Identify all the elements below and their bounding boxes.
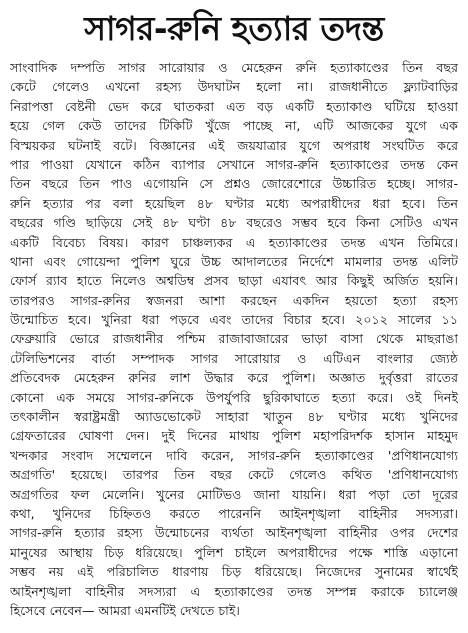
- body-line: সাংবাদিক দম্পতি সাগর সারোয়ার ও মেহেরুন রুনি হত্যাকাণ্ডের তিন বছর: [10, 60, 458, 75]
- body-line: প্রতিবেদক মেহেরুন রুনির লাশ উদ্ধার করে পুলিশ। অজ্ঞাত দুর্বৃত্তরা রাতের: [10, 370, 458, 386]
- body-line: সম্ভব নয় এই পরিচালিত ধারণায় চিড় ধরিয়েছে। নিজেদের সুনামের স্বার্থেই: [10, 564, 458, 580]
- body-line: বিস্ময়কর ঘটনাই বটে। বিজ্ঞানের এই জয়যাত্রার যুগে অপরাধ সংঘটিত করে: [10, 137, 458, 153]
- body-line: ফোর্স র‌্যাব হাতে নিলেও অশ্বডিম্ব প্রসব ছাড়া এযাবৎ আর কিছুই অর্জিত হয়নি।: [10, 273, 458, 289]
- body-line: সাগর-রুনি হত্যার রহস্য উন্মোচনের ব্যর্থতা আইনশৃঙ্খলা বাহিনীর ওপর দেশের: [10, 525, 458, 541]
- body-line: গ্রেফতারের ঘোষণা দেন। দুই দিনের মাথায় পুলিশ মহাপরিদর্শক হাসান মাহমুদ: [10, 428, 458, 444]
- body-line: মানুষের আস্থায় চিড় ধরিয়েছে। পুলিশ চাইলে অপরাধীদের পক্ষে শাস্তি এড়ানো: [10, 544, 458, 560]
- body-line: অগ্রগতির ফল মেলেনি। খুনের মোটিভও জানা যায়নি। ধরা পড়া তো দূরের: [10, 486, 458, 502]
- body-line: টেলিভিশনের বার্তা সম্পাদক সাগর সারোয়ার ও এটিএন বাংলার জ্যেষ্ঠ: [10, 350, 458, 366]
- body-line: কেটে গেলেও এখনো রহস্য উদঘাটন হলো না। রাজধানীতে ফ্ল্যাটবাড়ির: [10, 79, 458, 95]
- body-line: কথা, খুনিদের চিহ্নিতও করতে পারেননি আইনশৃঙ্খলা বাহিনীর সদস্যরা।: [10, 505, 458, 521]
- article-headline: সাগর-রুনি হত্যার তদন্ত: [84, 9, 384, 48]
- body-line: কোনো এক সময়ে সাগর-রুনিকে উপর্যুপরি ছুরিকাঘাতে হত্যা করে। ওই দিনই: [10, 389, 458, 405]
- body-line: তিন বছরে তিন পাও এগোয়নি সে প্রশ্নও জোরেশোরে উচ্চারিত হচ্ছে। সাগর-: [10, 176, 458, 192]
- body-line: নিরাপত্তা বেষ্টনী ভেদ করে ঘাতকরা এত বড় একটি হত্যাকাণ্ড ঘটিয়ে হাওয়া: [10, 98, 458, 114]
- body-line: উন্মোচিত হবে। খুনিরা ধরা পড়বে এবং তাদের বিচার হবে। ২০১২ সালের ১১: [10, 312, 458, 328]
- body-line: বছরের গণ্ডি ছাড়িয়ে সেই ৪৮ ঘণ্টা ৪৮ বছরেও সম্ভব হবে কিনা সেটিও এখন: [10, 215, 458, 231]
- body-line: হিসেবে নেবেন— আমরা এমনটিই দেখতে চাই।: [10, 602, 240, 618]
- body-line: পার পাওয়া যেখানে কঠিন ব্যাপার সেখানে সাগর-রুনি হত্যাকাণ্ডের তদন্ত কেন: [10, 156, 458, 172]
- body-line: একটি বিবেচ্য বিষয়। কারণ চাঞ্চল্যকর এ হত্যাকাণ্ডের তদন্ত এখন তিমিরে।: [10, 234, 458, 250]
- body-line: তৎকালীন স্বরাষ্ট্রমন্ত্রী অ্যাডভোকেট সাহারা খাতুন ৪৮ ঘণ্টার মধ্যে খুনিদের: [10, 409, 458, 425]
- body-line: খন্দকার সংবাদ সম্মেলনে দাবি করেন, সাগর-রুনি হত্যাকাণ্ডের 'প্রণিধানযোগ্য: [10, 447, 458, 463]
- body-line: তারপরও সাগর-রুনির স্বজনরা আশা করছেন একদিন হয়তো হত্যা রহস্য: [10, 292, 458, 308]
- article-body: [10, 58, 458, 620]
- body-line: হয়ে গেল কেউ তাদের টিকিটি খুঁজে পাচ্ছে না, এটি আজকের যুগে এক: [10, 118, 458, 134]
- body-line: অগ্রগতি' হয়েছে। তারপর তিন বছর কেটে গেলেও কথিত 'প্রণিধানযোগ্য: [10, 467, 458, 483]
- body-line: আইনশৃঙ্খলা বাহিনীর সদস্যরা এ হত্যাকাণ্ডের তদন্ত সম্পন্ন করাকে চ্যালেঞ্জ: [10, 583, 458, 599]
- body-line: রুনি হত্যার পর বলা হয়েছিল ৪৮ ঘণ্টার মধ্যে অপরাধীদের ধরা হবে। তিন: [10, 195, 458, 211]
- body-line: ফেব্রুয়ারি ভোরে রাজধানীর পশ্চিম রাজাবাজারের ভাড়া বাসা থেকে মাছরাঙা: [10, 331, 458, 347]
- body-line: থানা এবং গোয়েন্দা পুলিশ ঘুরে উচ্চ আদালতের নির্দেশে মামলার তদন্ত এলিট: [10, 253, 458, 269]
